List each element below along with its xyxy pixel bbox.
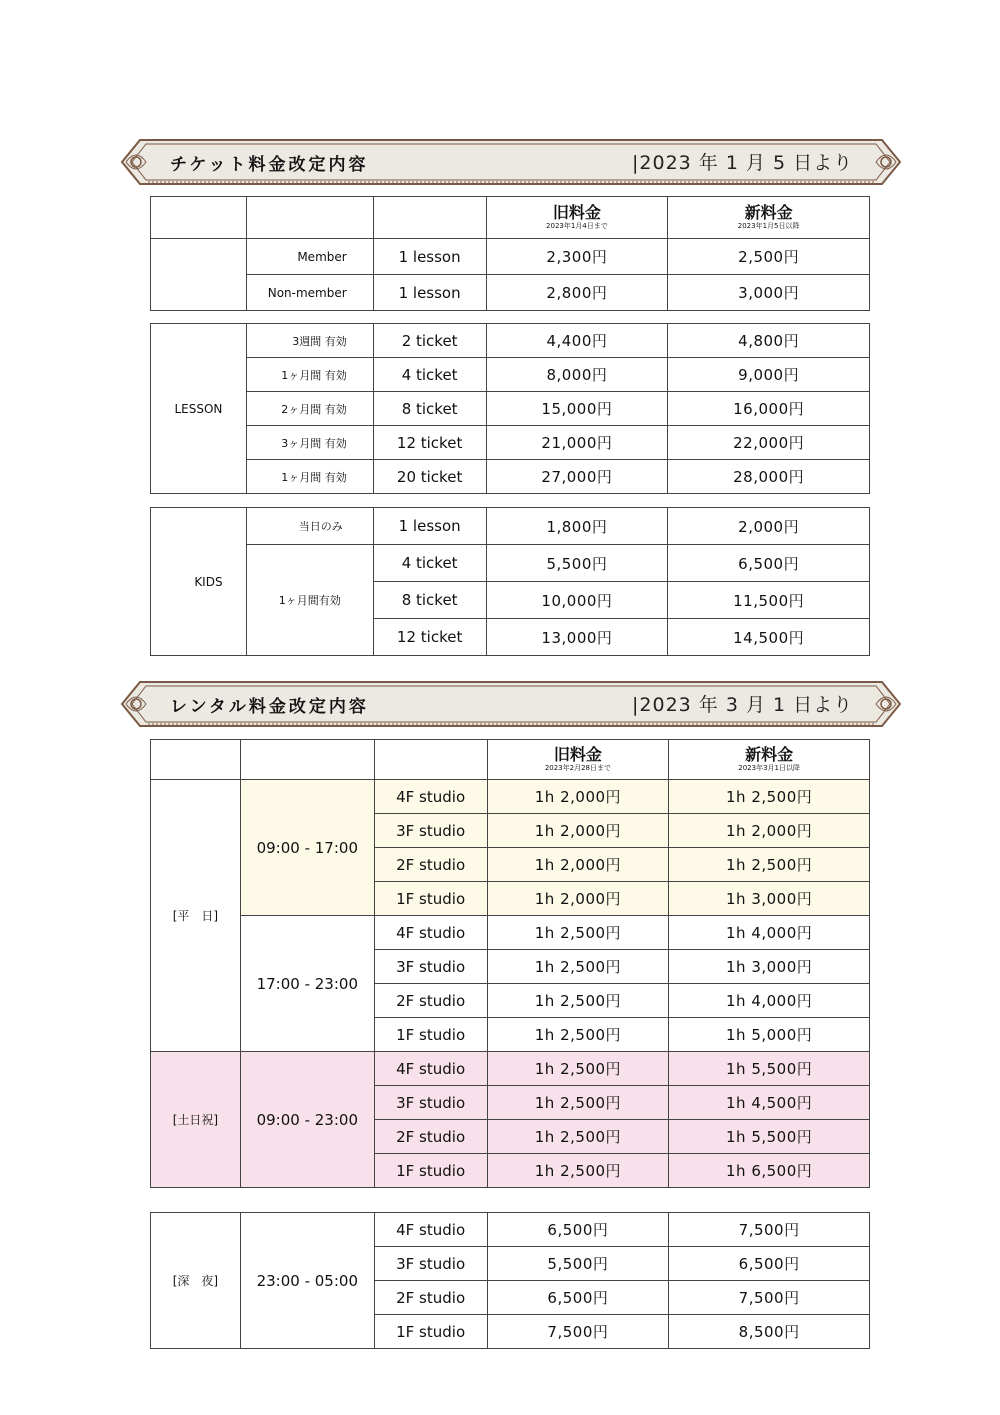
studio: 4F studio	[374, 916, 487, 950]
time-slot: 23:00 - 05:00	[240, 1213, 374, 1349]
studio: 3F studio	[374, 814, 487, 848]
new-price: 2,500円	[668, 239, 870, 275]
night-label: [深 夜]	[151, 1213, 241, 1349]
old-price: 1h 2,500円	[487, 916, 669, 950]
old-price: 1,800円	[486, 508, 668, 545]
rental-banner	[118, 680, 904, 728]
ticket-qty: 1 lesson	[373, 275, 486, 311]
studio: 1F studio	[374, 1018, 487, 1052]
new-price: 1h 2,000円	[669, 814, 870, 848]
new-price: 11,500円	[668, 582, 870, 619]
validity: 2ヶ月間 有効	[246, 392, 373, 426]
studio: 2F studio	[374, 1120, 487, 1154]
ticket-qty: 1 lesson	[373, 508, 486, 545]
night-table	[150, 1212, 870, 1349]
table-row	[151, 324, 870, 358]
old-price: 1h 2,500円	[487, 1018, 669, 1052]
empty-cell	[373, 197, 486, 239]
ticket-qty: 12 ticket	[373, 426, 486, 460]
ticket-qty: 12 ticket	[373, 619, 486, 656]
old-price: 1h 2,000円	[487, 882, 669, 916]
table-row	[151, 1052, 870, 1086]
table-row	[151, 780, 870, 814]
kids-table	[150, 507, 870, 656]
ticket-qty: 4 ticket	[373, 358, 486, 392]
new-price: 2,000円	[668, 508, 870, 545]
old-price: 7,500円	[487, 1315, 669, 1349]
studio: 1F studio	[374, 1315, 487, 1349]
new-price: 28,000円	[668, 460, 870, 494]
ticket-effective-date: |2023 年 1 月 5 日より	[632, 152, 854, 174]
new-price: 1h 4,000円	[669, 916, 870, 950]
old-price: 1h 2,500円	[487, 1086, 669, 1120]
lesson-table	[150, 323, 870, 494]
studio: 4F studio	[374, 1213, 487, 1247]
new-price: 1h 4,000円	[669, 984, 870, 1018]
old-price: 2,300円	[486, 239, 668, 275]
kids-label: KIDS	[151, 508, 247, 656]
ticket-qty: 8 ticket	[373, 582, 486, 619]
table-row	[151, 275, 870, 311]
old-price: 5,500円	[486, 545, 668, 582]
new-price: 9,000円	[668, 358, 870, 392]
empty-cell	[240, 740, 374, 780]
old-price: 1h 2,500円	[487, 984, 669, 1018]
old-price: 1h 2,000円	[487, 848, 669, 882]
old-price: 4,400円	[486, 324, 668, 358]
table-row	[151, 1213, 870, 1247]
table-row	[151, 358, 870, 392]
validity: 当日のみ	[246, 508, 373, 545]
ticket-qty: 20 ticket	[373, 460, 486, 494]
new-price: 22,000円	[668, 426, 870, 460]
new-price: 3,000円	[668, 275, 870, 311]
validity: 1ヶ月間有効	[246, 545, 373, 656]
ticket-qty: 2 ticket	[373, 324, 486, 358]
new-price: 7,500円	[669, 1281, 870, 1315]
studio: 4F studio	[374, 1052, 487, 1086]
studio: 4F studio	[374, 780, 487, 814]
new-price: 6,500円	[668, 545, 870, 582]
ticket-banner	[118, 138, 904, 186]
new-price: 1h 2,500円	[669, 780, 870, 814]
weekday-label: [平 日]	[151, 780, 241, 1052]
new-price: 16,000円	[668, 392, 870, 426]
new-price: 1h 3,000円	[669, 950, 870, 984]
member-type: Member	[246, 239, 373, 275]
old-price: 1h 2,500円	[487, 1154, 669, 1188]
lesson-label: LESSON	[151, 324, 247, 494]
table-row	[151, 545, 870, 582]
studio: 2F studio	[374, 1281, 487, 1315]
new-price: 1h 2,500円	[669, 848, 870, 882]
new-price: 14,500円	[668, 619, 870, 656]
old-price-header: 旧料金 2023年1月4日まで	[486, 197, 668, 239]
table-row	[151, 460, 870, 494]
ticket-single-table	[150, 196, 870, 311]
table-row	[151, 508, 870, 545]
empty-cell	[151, 239, 247, 311]
old-price: 21,000円	[486, 426, 668, 460]
new-price: 7,500円	[669, 1213, 870, 1247]
empty-cell	[151, 197, 247, 239]
studio: 3F studio	[374, 950, 487, 984]
old-price: 10,000円	[486, 582, 668, 619]
ticket-qty: 4 ticket	[373, 545, 486, 582]
old-price: 13,000円	[486, 619, 668, 656]
new-price: 1h 5,500円	[669, 1052, 870, 1086]
new-price: 6,500円	[669, 1247, 870, 1281]
old-price: 1h 2,500円	[487, 1052, 669, 1086]
rental-title: レンタル料金改定内容	[170, 697, 369, 717]
validity: 1ヶ月間 有効	[246, 460, 373, 494]
table-header-row	[151, 740, 870, 780]
empty-cell	[246, 197, 373, 239]
table-row	[151, 426, 870, 460]
studio: 3F studio	[374, 1247, 487, 1281]
table-row	[151, 239, 870, 275]
new-price: 1h 6,500円	[669, 1154, 870, 1188]
time-slot: 09:00 - 23:00	[240, 1052, 374, 1188]
new-price-header: 新料金 2023年3月1日以降	[669, 740, 870, 780]
ticket-qty: 8 ticket	[373, 392, 486, 426]
old-price: 6,500円	[487, 1213, 669, 1247]
new-price: 1h 5,500円	[669, 1120, 870, 1154]
new-price: 8,500円	[669, 1315, 870, 1349]
empty-cell	[151, 740, 241, 780]
old-price: 5,500円	[487, 1247, 669, 1281]
table-row	[151, 916, 870, 950]
ticket-qty: 1 lesson	[373, 239, 486, 275]
ticket-title: チケット料金改定内容	[170, 155, 369, 175]
validity: 1ヶ月間 有効	[246, 358, 373, 392]
studio: 3F studio	[374, 1086, 487, 1120]
new-price-header: 新料金 2023年1月5日以降	[668, 197, 870, 239]
old-price: 15,000円	[486, 392, 668, 426]
validity: 3週間 有効	[246, 324, 373, 358]
old-price: 2,800円	[486, 275, 668, 311]
member-type: Non-member	[246, 275, 373, 311]
validity: 3ヶ月間 有効	[246, 426, 373, 460]
old-price-header: 旧料金 2023年2月28日まで	[487, 740, 669, 780]
table-header-row	[151, 197, 870, 239]
new-price: 1h 5,000円	[669, 1018, 870, 1052]
old-price: 1h 2,000円	[487, 780, 669, 814]
rental-effective-date: |2023 年 3 月 1 日より	[632, 694, 854, 716]
time-slot: 09:00 - 17:00	[240, 780, 374, 916]
old-price: 1h 2,000円	[487, 814, 669, 848]
old-price: 8,000円	[486, 358, 668, 392]
holiday-label: [土日祝]	[151, 1052, 241, 1188]
old-price: 1h 2,500円	[487, 950, 669, 984]
new-price: 1h 4,500円	[669, 1086, 870, 1120]
old-price: 27,000円	[486, 460, 668, 494]
new-price: 1h 3,000円	[669, 882, 870, 916]
studio: 2F studio	[374, 984, 487, 1018]
old-price: 6,500円	[487, 1281, 669, 1315]
studio: 1F studio	[374, 882, 487, 916]
time-slot: 17:00 - 23:00	[240, 916, 374, 1052]
rental-table	[150, 739, 870, 1188]
new-price: 4,800円	[668, 324, 870, 358]
studio: 2F studio	[374, 848, 487, 882]
studio: 1F studio	[374, 1154, 487, 1188]
old-price: 1h 2,500円	[487, 1120, 669, 1154]
table-row	[151, 392, 870, 426]
empty-cell	[374, 740, 487, 780]
